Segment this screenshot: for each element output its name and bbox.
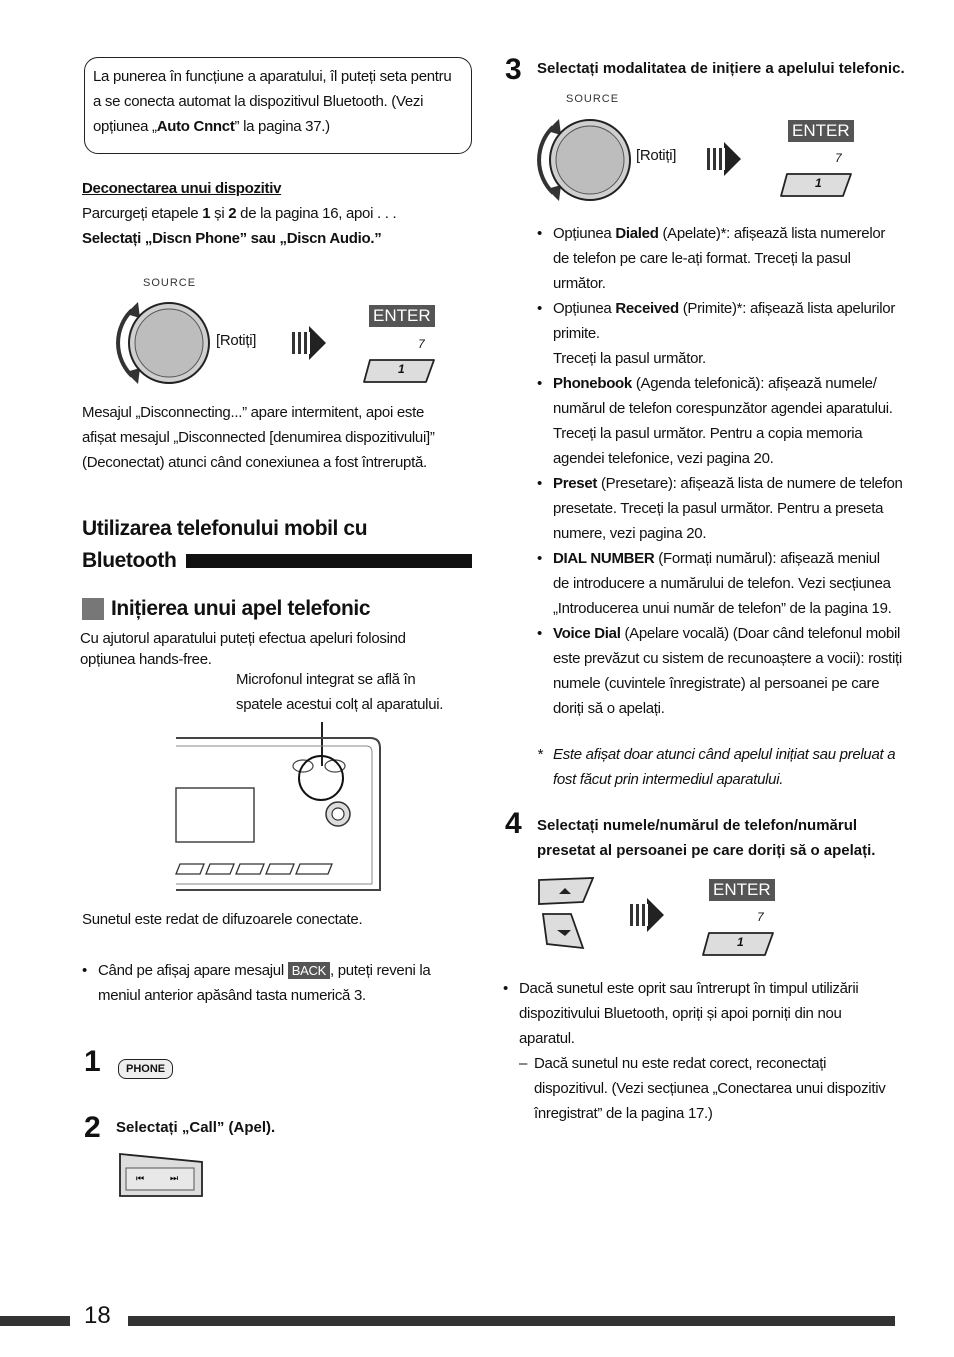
mic-line-1: Microfonul integrat se află în: [236, 671, 416, 688]
option-line: este prevăzut cu sistem de recunoaștere a vocii): rostiți: [553, 650, 902, 667]
option-name: Dialed: [615, 225, 659, 242]
option-line: doriți să o apelați.: [553, 700, 665, 717]
step-2-text: Selectați „Call” (Apel).: [116, 1119, 276, 1136]
subsection-title-row: [82, 597, 370, 621]
key-1-label-3: 1: [737, 935, 744, 949]
back-line-1: [98, 958, 478, 983]
asterisk: *: [537, 746, 543, 763]
svg-text:⏭: ⏭: [170, 1174, 179, 1184]
footnote: [537, 742, 913, 792]
note-line-3-pre: opțiunea „: [93, 118, 157, 135]
bullet-dot: •: [537, 550, 542, 567]
disc-mid: și: [210, 205, 229, 222]
option-item: [537, 546, 918, 621]
option-line: de telefon pe care le-ați format. Treceți la pasul: [553, 250, 851, 267]
skip-buttons-icon: [116, 1150, 208, 1202]
option-name: Voice Dial: [553, 625, 621, 642]
note-line-1: La punerea în funcțiune a aparatului, îl puteți seta pentru: [93, 68, 452, 85]
rotate-label: [Rotiți]: [216, 332, 257, 349]
dash: –: [519, 1055, 528, 1072]
disconnect-heading: Deconectarea unui dispozitiv: [82, 180, 282, 197]
option-line: următor.: [553, 275, 606, 292]
option-line: [553, 621, 918, 646]
disc-post: de la pagina 16, apoi . . .: [236, 205, 397, 222]
car-stereo-illustration: [170, 718, 390, 896]
final-dash-block: [519, 1051, 914, 1126]
source-knob-icon-2: [535, 109, 635, 209]
section-title-line-2-row: [82, 545, 482, 577]
arrow-right-icon-3: [628, 892, 668, 938]
arrow-right-icon-2: [705, 136, 745, 182]
enter-badge-3: ENTER: [709, 879, 775, 901]
key-7-label-2: 7: [835, 151, 842, 165]
option-item: [537, 371, 918, 471]
option-line: [553, 471, 918, 496]
option-line: [553, 546, 918, 571]
option-line: numele (cuvintele înregistrate) al persoanei pe care: [553, 675, 880, 692]
option-line: Treceți la pasul următor.: [553, 350, 706, 367]
option-desc: (Apelare vocală) (Doar când telefonul mobil: [620, 625, 901, 642]
final-dash-line-1: Dacă sunetul nu este redat corect, reconectați: [534, 1055, 827, 1072]
enter-badge: ENTER: [369, 305, 435, 327]
disc-msg-3: (Deconectat) atunci când conexiunea a fost întreruptă.: [82, 454, 427, 471]
step-2-number: 2: [84, 1111, 101, 1144]
intro-line-2: opțiunea hands-free.: [80, 651, 212, 668]
step-4-number: 4: [505, 807, 522, 840]
option-prefix: Opțiunea: [553, 300, 616, 317]
step-4-line-2: presetat al persoanei pe care doriți să o apelați.: [537, 842, 876, 859]
back-badge: BACK: [288, 962, 330, 979]
back-post: , puteți reveni la: [329, 962, 431, 979]
step-4-text: [537, 813, 875, 863]
option-line: primite.: [553, 325, 600, 342]
svg-text:⏮: ⏮: [136, 1174, 145, 1184]
footnote-line-1: Este afișat doar atunci când apelul inițiat sau preluat a: [553, 746, 896, 763]
source-knob-icon: [114, 292, 214, 392]
options-list: [537, 221, 918, 721]
option-desc: (Presetare): afișează lista de numere de telefon: [597, 475, 903, 492]
footer-bar-right: [128, 1316, 895, 1326]
option-desc: (Apelate)*: afișează lista numerelor: [658, 225, 886, 242]
option-name: Phonebook: [553, 375, 632, 392]
step-1-number: 1: [84, 1045, 101, 1078]
key-1-label: 1: [398, 362, 405, 376]
disc-msg-1: Mesajul „Disconnecting...” apare intermitent, apoi este: [82, 404, 425, 421]
final-line-1: Dacă sunetul este oprit sau întrerupt în timpul utilizării: [519, 980, 859, 997]
arrow-right-icon: [290, 320, 330, 366]
key-7-label: 7: [418, 337, 425, 351]
step-3-number: 3: [505, 53, 522, 86]
page-number: 18: [84, 1302, 111, 1329]
key-7-label-3: 7: [757, 910, 764, 924]
phone-button[interactable]: PHONE: [118, 1059, 173, 1079]
option-name: Preset: [553, 475, 598, 492]
bullet-dot: •: [537, 625, 542, 642]
mic-line-2: spatele acestui colț al aparatului.: [236, 696, 444, 713]
intro-text: [80, 628, 406, 670]
option-line: „Introducerea unui număr de telefon” de la pagina 19.: [553, 600, 892, 617]
intro-line-1: Cu ajutorul aparatului puteți efectua apeluri folosind: [80, 630, 406, 647]
footer-bar-left: [0, 1316, 70, 1326]
final-dash-line-3: înregistrat” de la pagina 17.): [534, 1105, 713, 1122]
section-title-line-2: Bluetooth: [82, 549, 177, 572]
option-desc: (Agenda telefonică): afișează numele/: [631, 375, 877, 392]
option-desc: (Primite)*: afișează lista apelurilor: [678, 300, 896, 317]
source-label-2: SOURCE: [566, 93, 620, 105]
final-notes: [503, 976, 914, 1126]
option-line: Treceți la pasul următor. Pentru a copia memoria: [553, 425, 863, 442]
back-line-2: meniul anterior apăsând tasta numerică 3.: [98, 987, 366, 1004]
option-name: Received: [615, 300, 679, 317]
final-line-3: aparatul.: [519, 1030, 575, 1047]
disc-step-2: 2: [228, 205, 237, 222]
source-label: SOURCE: [143, 277, 197, 289]
option-line: [553, 371, 918, 396]
option-line: de introducere a numărului de telefon. Vezi secțiunea: [553, 575, 891, 592]
bullet-dot-final: •: [503, 980, 508, 997]
bullet-dot: •: [537, 300, 542, 317]
step-3-text: Selectați modalitatea de inițiere a apelului telefonic.: [537, 60, 905, 77]
option-line: numere, vezi pagina 20.: [553, 525, 707, 542]
option-line: [553, 221, 918, 246]
disconnect-line-2: Selectați „Discn Phone” sau „Discn Audio.”: [82, 230, 382, 247]
options-ul: [537, 221, 918, 721]
bullet-dot: •: [537, 225, 542, 242]
note-line-3-post: ” la pagina 37.): [234, 118, 330, 135]
option-item: [537, 221, 918, 296]
option-item: [537, 296, 918, 371]
step-4-line-1: Selectați numele/numărul de telefon/numărul: [537, 817, 858, 834]
enter-badge-2: ENTER: [788, 120, 854, 142]
bullet-dot: •: [537, 475, 542, 492]
option-desc: (Formați numărul): afișează meniul: [654, 550, 880, 567]
subsection-title: Inițierea unui apel telefonic: [111, 597, 371, 620]
note-auto-cnnct: Auto Cnnct: [156, 118, 235, 135]
disc-msg-2: afișat mesajul „Disconnected [denumirea dispozitivului]”: [82, 429, 435, 446]
option-line: [553, 296, 918, 321]
back-note: [82, 958, 478, 1008]
microphone-note: [236, 667, 443, 717]
section-title-bar: [186, 554, 472, 568]
auto-connect-note: [84, 57, 472, 154]
bullet-dot: •: [537, 375, 542, 392]
disconnect-line-1: [82, 201, 472, 226]
speakers-note: Sunetul este redat de difuzoarele conectate.: [82, 911, 363, 928]
option-item: [537, 621, 918, 721]
option-line: agendei telefonice, vezi pagina 20.: [553, 450, 774, 467]
final-dash-line-2: dispozitivul. (Vezi secțiunea „Conectarea unui dispozitiv: [534, 1080, 886, 1097]
disc-step-1: 1: [202, 205, 211, 222]
up-down-buttons-icon: [535, 874, 597, 954]
section-title-line-1: Utilizarea telefonului mobil cu: [82, 517, 368, 540]
rotate-label-2: [Rotiți]: [636, 147, 677, 164]
square-bullet-icon: [82, 598, 104, 620]
option-prefix: Opțiunea: [553, 225, 616, 242]
disc-pre: Parcurgeți etapele: [82, 205, 203, 222]
option-item: [537, 471, 918, 546]
disconnect-section: [82, 176, 472, 251]
option-line: presetate. Treceți la pasul următor. Pentru a preseta: [553, 500, 884, 517]
note-line-2: a se conecta automat la dispozitivul Bluetooth. (Vezi: [93, 93, 424, 110]
option-line: numărul de telefon corespunzător agendei aparatului.: [553, 400, 893, 417]
final-line-2: dispozitivului Bluetooth, opriți și apoi porniți din nou: [519, 1005, 842, 1022]
back-pre: Când pe afișaj apare mesajul: [98, 962, 288, 979]
key-1-label-2: 1: [815, 176, 822, 190]
section-title: [82, 513, 482, 577]
bullet-dot: •: [82, 962, 87, 979]
footnote-line-2: fost făcut prin intermediul aparatului.: [553, 771, 784, 788]
option-name: DIAL NUMBER: [553, 550, 655, 567]
disconnect-message: [82, 400, 472, 475]
note-line-3: [93, 114, 463, 139]
